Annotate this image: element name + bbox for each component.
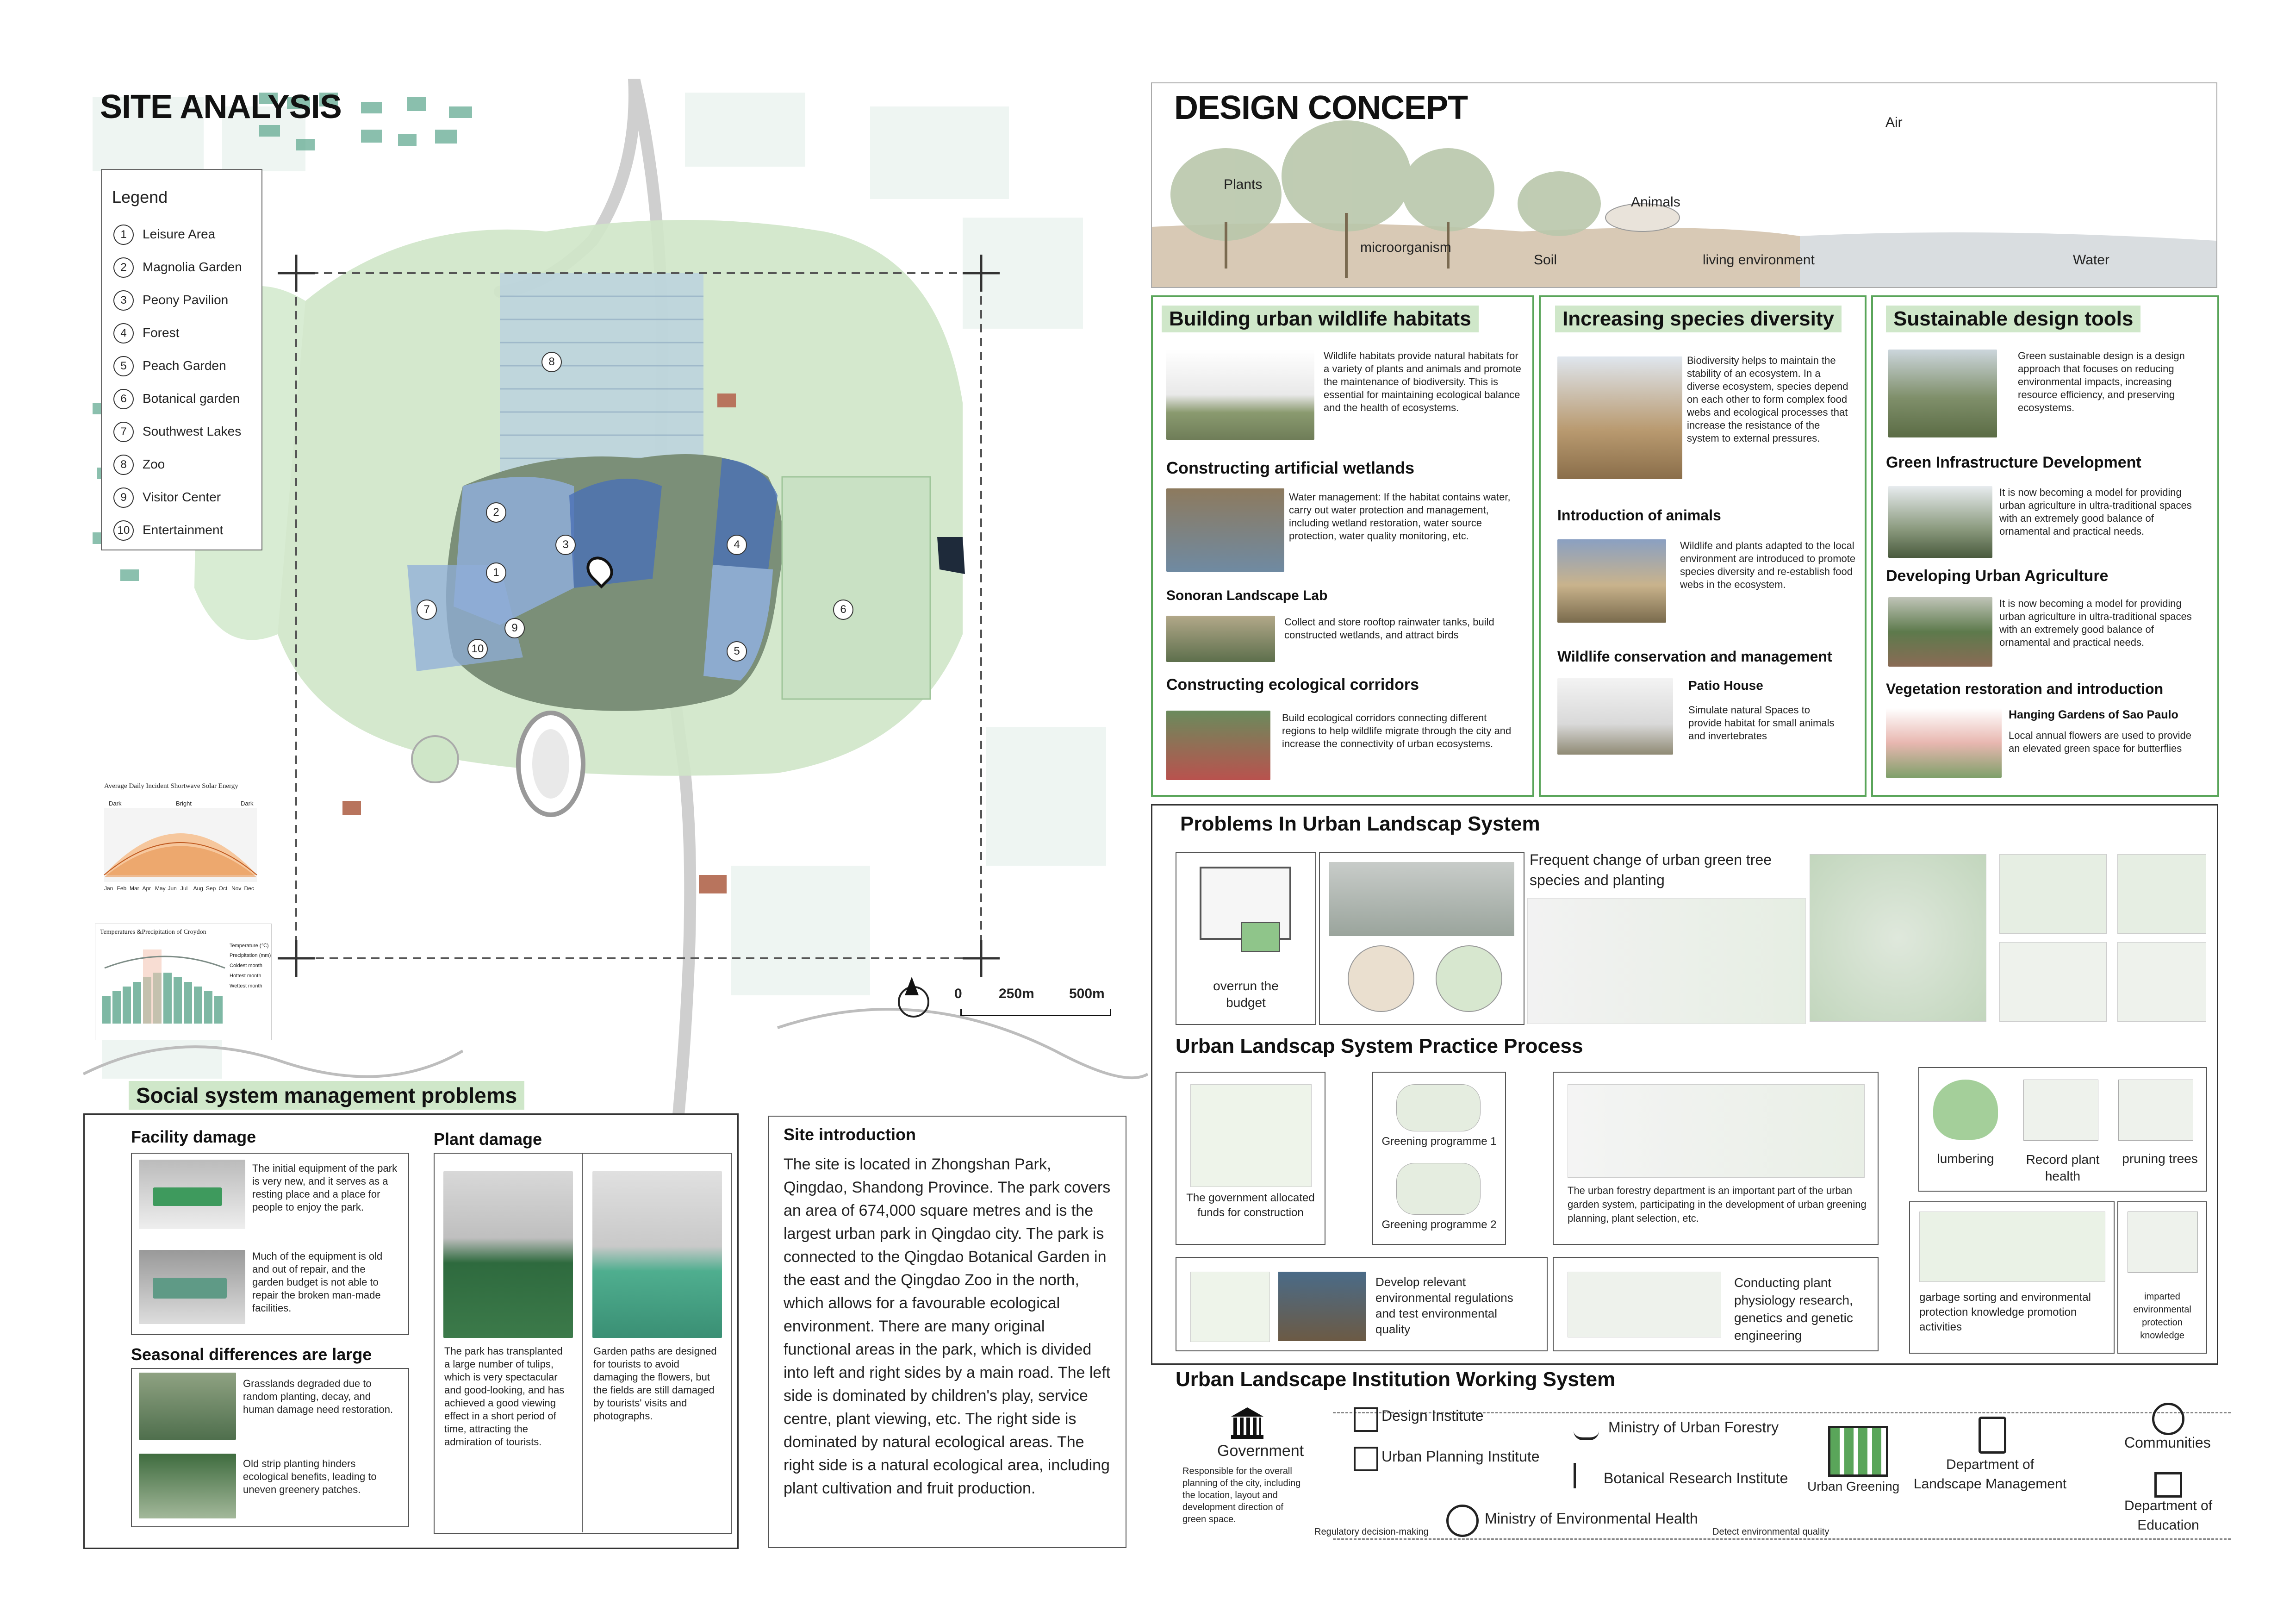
forestry-card [1553, 1072, 1879, 1245]
conservation-title: Wildlife conservation and management [1557, 648, 1832, 665]
wildlife-title: Building urban wildlife habitats [1162, 306, 1479, 332]
landscape-dept-label: Department of Landscape Management [1913, 1457, 2067, 1492]
forestry-text: The urban forestry department is an important part of the urban garden system, participating in the development of urban greening planning, plant selection, etc. [1568, 1185, 1867, 1224]
education-icon [2154, 1472, 2182, 1498]
seasonal-text-2: Old strip planting hinders ecological benefits, leading to uneven greenery patches. [243, 1458, 377, 1495]
plant-circle-icon [1436, 945, 1502, 1012]
temp-legend-item: Precipitation (mm) [230, 953, 271, 958]
seasonal-title: Seasonal differences are large [131, 1345, 372, 1364]
map-marker-6: 6 [833, 600, 853, 620]
legend-label: Magnolia Garden [143, 260, 242, 274]
pruning-icon [2118, 1080, 2193, 1141]
communities-label: Communities [2124, 1434, 2211, 1451]
frequent-change-text: Frequent change of urban green tree species and planting [1530, 851, 1772, 888]
legend-marker: 2 [113, 257, 134, 278]
legend-marker: 5 [113, 356, 134, 376]
patio-photo [1557, 678, 1673, 755]
sonoran-title: Sonoran Landscape Lab [1166, 588, 1328, 603]
solar-chart-title: Average Daily Incident Shortwave Solar Energy [104, 782, 238, 790]
temp-legend-item: Hottest month [230, 973, 261, 979]
regulations-card [1176, 1257, 1548, 1351]
map-marker-7: 7 [417, 600, 437, 620]
wildlife-photo-1 [1166, 350, 1314, 440]
giraffe-photo [1557, 356, 1682, 479]
urban-agri-title: Developing Urban Agriculture [1886, 567, 2109, 585]
solar-label-left: Dark [109, 800, 122, 807]
social-title: Social system management problems [129, 1081, 524, 1110]
corridor-photo [1166, 711, 1270, 780]
teacher-board-icon [2128, 1212, 2198, 1273]
people-illustration-4 [2117, 942, 2206, 1022]
month-label: Apr [142, 885, 151, 892]
month-label: Mar [130, 885, 139, 892]
temp-chart [95, 924, 272, 1040]
legend-label: Leisure Area [143, 227, 216, 241]
facility-text-1: The initial equipment of the park is very new, and it serves as a resting place and a place for people to enjoy the park. [252, 1162, 398, 1213]
vegetation-title: Vegetation restoration and introduction [1886, 681, 2164, 697]
lumbering-card [1918, 1067, 2207, 1192]
species-title: Increasing species diversity [1555, 306, 1842, 332]
pruning-label: pruning trees [2122, 1151, 2198, 1166]
botanical-plant-icon [1574, 1463, 1597, 1488]
animals-intro-title: Introduction of animals [1557, 507, 1721, 524]
concept-label-water: Water [2073, 252, 2109, 268]
tulip-photo [443, 1171, 573, 1338]
communities-icon [2152, 1403, 2184, 1435]
lumbering-icon [1933, 1080, 1998, 1140]
site-intro-title: Site introduction [784, 1125, 916, 1144]
funds-label: The government allocated funds for construction [1186, 1192, 1315, 1219]
tools-text-1: Green sustainable design is a design approach that focuses on reducing environmental impacts, increasing resource efficiency, and preserving ecosystems. [2018, 350, 2185, 413]
process-title: Urban Landscap System Practice Process [1176, 1035, 1583, 1057]
budget-label: overrun the budget [1213, 979, 1279, 1010]
scale-zero: 0 [954, 986, 962, 1001]
wildlife-text-3: Collect and store rooftop rainwater tanks, build constructed wetlands, and attract birds [1284, 616, 1494, 641]
corridors-title: Constructing ecological corridors [1166, 676, 1419, 693]
legend-label: Botanical garden [143, 391, 240, 406]
problems-title: Problems In Urban Landscap System [1180, 812, 1540, 835]
record-label: Record plant health [2026, 1152, 2100, 1183]
tools-text-3: It is now becoming a model for providing urban agriculture in ultra-traditional spaces with an extremely good balance of ornamental and practical needs. [1999, 598, 2192, 648]
research-text: Conducting plant physiology research, genetics and genetic engineering [1734, 1275, 1853, 1343]
regulations-illustration-1 [1190, 1272, 1270, 1342]
government-label: Government [1217, 1442, 1304, 1460]
ministry-forestry-label: Ministry of Urban Forestry [1608, 1419, 1779, 1436]
temp-legend-item: Wettest month [230, 983, 262, 989]
legend-label: Visitor Center [143, 490, 221, 504]
forestry-hand-icon [1574, 1419, 1599, 1440]
scale-end: 500m [1069, 986, 1105, 1001]
garden-path-photo [592, 1171, 722, 1338]
planting-illustration [1527, 898, 1806, 1024]
north-arrow-tip-icon [905, 977, 919, 995]
concept-label-air: Air [1885, 115, 1903, 130]
wetland-photo [1166, 488, 1284, 572]
month-label: Dec [244, 885, 254, 892]
planting-card [1319, 852, 1524, 1025]
legend-marker: 10 [113, 520, 134, 541]
legend-marker: 1 [113, 225, 134, 245]
green-infra-title: Green Infrastructure Development [1886, 454, 2141, 471]
month-label: Jul [180, 885, 188, 892]
wetlands-title: Constructing artificial wetlands [1166, 458, 1415, 477]
legend-marker: 6 [113, 389, 134, 409]
green-infra-photo [1888, 486, 1992, 558]
species-text-2: Wildlife and plants adapted to the local environment are introduced to promote species diversity and re-establish food webs in the ecosystem. [1680, 540, 1856, 590]
design-concept-title: DESIGN CONCEPT [1174, 89, 1468, 126]
concept-label-animals: Animals [1631, 194, 1680, 210]
concept-label-plants: Plants [1224, 177, 1263, 192]
design-institute-label: Design Institute [1381, 1407, 1484, 1424]
planning-institute-icon [1354, 1447, 1378, 1471]
month-label: Aug [193, 885, 203, 892]
planning-institute-label: Urban Planning Institute [1381, 1448, 1540, 1465]
legend-marker: 8 [113, 455, 134, 475]
legend-label: Forest [143, 325, 180, 340]
concept-banner [1151, 82, 2217, 288]
bench-new-photo [139, 1160, 245, 1229]
programme-1-map [1396, 1084, 1481, 1131]
legend-label: Peony Pavilion [143, 293, 229, 307]
species-text-4: Simulate natural Spaces to provide habitat for small animals and invertebrates [1688, 704, 1835, 742]
landscape-dept-icon [1979, 1417, 2006, 1454]
people-illustration-2 [2117, 854, 2206, 934]
programme-2-map [1396, 1163, 1481, 1215]
legend-label: Peach Garden [143, 358, 226, 373]
patio-title: Patio House [1688, 678, 1763, 693]
wetland-birds-photo [1329, 862, 1514, 936]
map-marker-3: 3 [555, 535, 576, 555]
map-marker-8: 8 [541, 352, 562, 372]
month-label: Nov [231, 885, 242, 892]
site-analysis-title: SITE ANALYSIS [100, 88, 342, 125]
legend-label: Southwest Lakes [143, 424, 242, 438]
month-label: Feb [117, 885, 127, 892]
people-illustration-3 [1999, 942, 2107, 1022]
map-marker-10: 10 [467, 639, 488, 659]
animals-photo [1557, 539, 1666, 623]
regulations-text: Develop relevant environmental regulations and test environmental quality [1375, 1275, 1513, 1336]
temp-legend-item: Temperature (℃) [230, 943, 269, 949]
species-text-1: Biodiversity helps to maintain the stability of an ecosystem. In a diverse ecosystem, species depend on each other to form complex food webs and ecological processes that increase the resistance of the system to external pressures. [1687, 355, 1848, 444]
plant-divider [582, 1153, 583, 1532]
research-illustration [1568, 1272, 1721, 1337]
institution-title: Urban Landscape Institution Working System [1176, 1368, 1616, 1391]
imparted-card [2117, 1201, 2207, 1354]
legend-marker: 7 [113, 422, 134, 442]
wildlife-text-2: Water management: If the habitat contains water, carry out water protection and management, including wetland restoration, water source protection, water quality monitoring, etc. [1289, 491, 1511, 542]
wildlife-text-4: Build ecological corridors connecting different regions to help wildlife migrate through the city and increase the connectivity of urban ecosystems. [1282, 712, 1512, 750]
research-card [1553, 1257, 1879, 1351]
map-marker-5: 5 [727, 641, 747, 662]
funds-illustration [1190, 1084, 1312, 1187]
people-illustration-1 [1999, 854, 2107, 934]
garbage-label: garbage sorting and environmental protection knowledge promotion activities [1919, 1291, 2091, 1333]
plant-text-1: The park has transplanted a large number of tulips, which is very spectacular and good-looking, and has achieved a good viewing effect in a short period of time, attracting the admiration of tourists. [444, 1345, 565, 1448]
government-icon [1231, 1407, 1263, 1440]
env-health-label: Ministry of Environmental Health [1485, 1510, 1698, 1527]
sao-paulo-title: Hanging Gardens of Sao Paulo [2009, 708, 2178, 721]
map-marker-1: 1 [486, 562, 506, 583]
facility-text-2: Much of the equipment is old and out of repair, and the garden budget is not able to repair the broken man-made facilities. [252, 1250, 383, 1314]
lumbering-label: lumbering [1937, 1151, 1994, 1166]
seasonal-text-1: Grasslands degraded due to random planting, decay, and human damage need restoration. [243, 1378, 393, 1415]
regulatory-label: Regulatory decision-making [1314, 1527, 1429, 1537]
concept-label-soil: Soil [1534, 252, 1557, 268]
env-health-icon [1446, 1505, 1479, 1537]
legend-marker: 3 [113, 290, 134, 311]
urban-agri-photo [1888, 597, 1992, 667]
solar-label-mid: Bright [176, 800, 192, 807]
tools-title: Sustainable design tools [1886, 306, 2140, 332]
sonoran-photo [1166, 616, 1275, 662]
record-health-icon [2023, 1080, 2098, 1141]
soil-circle-icon [1348, 945, 1414, 1012]
botanical-institute-label: Botanical Research Institute [1604, 1470, 1788, 1487]
legend-marker: 9 [113, 487, 134, 508]
plant-text-2: Garden paths are designed for tourists to avoid damaging the flowers, but the fields are still damaged by tourists' visits and photographs. [593, 1345, 717, 1422]
site-intro-text: The site is located in Zhongshan Park, Qingdao, Shandong Province. The park covers an area of 674,000 square metres and is the largest urban park in Qingdao city. The park is connected to the Qingdao Botanical Garden in the east and the Qingdao Zoo in the north, which allows for a favourable ecological environment. There are many original functional areas in the park, which is divided into left and right sides by a main road. The left side is dominated by children's play, service centre, plant viewing, etc. The right side is dominated by natural ecological areas. The right side is a natural ecological area, including plant cultivation and fruit production. [784, 1156, 1111, 1497]
map-marker-9: 9 [504, 618, 525, 638]
urban-greening-icon [1828, 1426, 1888, 1477]
detect-label: Detect environmental quality [1712, 1527, 1829, 1537]
programme-card [1372, 1072, 1506, 1245]
concept-label-micro: microorganism [1360, 240, 1451, 255]
imparted-label: imparted environmental protection knowledge [2133, 1292, 2191, 1341]
temp-legend-item: Coldest month [230, 963, 262, 968]
legend-marker: 4 [113, 323, 134, 344]
month-label: Jan [104, 885, 113, 892]
month-label: Oct [218, 885, 228, 892]
bench-icon [153, 1187, 222, 1206]
plant-damage-title: Plant damage [434, 1130, 542, 1149]
design-institute-icon [1354, 1407, 1378, 1432]
solar-label-right: Dark [241, 800, 254, 807]
garbage-card [1909, 1201, 2115, 1354]
tools-text-5: Local annual flowers are used to provide an elevated green space for butterflies [2009, 730, 2192, 754]
grassland-photo [139, 1373, 236, 1440]
solar-chart [95, 782, 266, 898]
broken-bench-icon [153, 1278, 227, 1299]
facility-title: Facility damage [131, 1127, 256, 1146]
bench-old-photo [139, 1250, 245, 1324]
education-label: Department of Education [2124, 1498, 2213, 1533]
wildlife-text-1: Wildlife habitats provide natural habitats for a variety of plants and animals and promote the maintenance of biodiversity. This is essential for maintaining ecological balance and the health of ecosystems. [1324, 350, 1521, 413]
tools-text-2: It is now becoming a model for providing urban agriculture in ultra-traditional spaces with an extremely good balance of ornamental and practical needs. [1999, 487, 2192, 537]
urban-greening-label: Urban Greening [1807, 1479, 1900, 1493]
sao-paulo-photo [1886, 708, 2002, 778]
funds-card [1176, 1072, 1325, 1245]
money-icon [1241, 922, 1280, 952]
legend-label: Entertainment [143, 523, 224, 537]
government-desc: Responsible for the overall planning of the city, including the location, layout and development direction of green space. [1182, 1466, 1301, 1524]
regulations-illustration-2 [1278, 1272, 1366, 1341]
park-illustration [1810, 854, 1986, 1022]
month-label: May [155, 885, 166, 892]
map-marker-2: 2 [486, 502, 506, 523]
map-marker-4: 4 [727, 535, 747, 555]
programme-1-label: Greening programme 1 [1381, 1135, 1497, 1148]
legend-title: Legend [112, 187, 168, 206]
month-label: Jun [168, 885, 177, 892]
budget-card [1176, 852, 1316, 1025]
scale-bar [960, 1009, 1111, 1016]
scale-mid: 250m [999, 986, 1034, 1001]
strip-planting-photo [139, 1454, 236, 1518]
garbage-illustration [1919, 1212, 2105, 1282]
programme-2-label: Greening programme 2 [1381, 1218, 1497, 1231]
forestry-illustration [1568, 1084, 1865, 1178]
green-design-photo [1888, 350, 1997, 437]
month-label: Sep [206, 885, 216, 892]
concept-label-living: living environment [1703, 252, 1815, 268]
legend-label: Zoo [143, 457, 165, 471]
temp-chart-title: Temperatures &Precipitation of Croydon [100, 929, 206, 936]
